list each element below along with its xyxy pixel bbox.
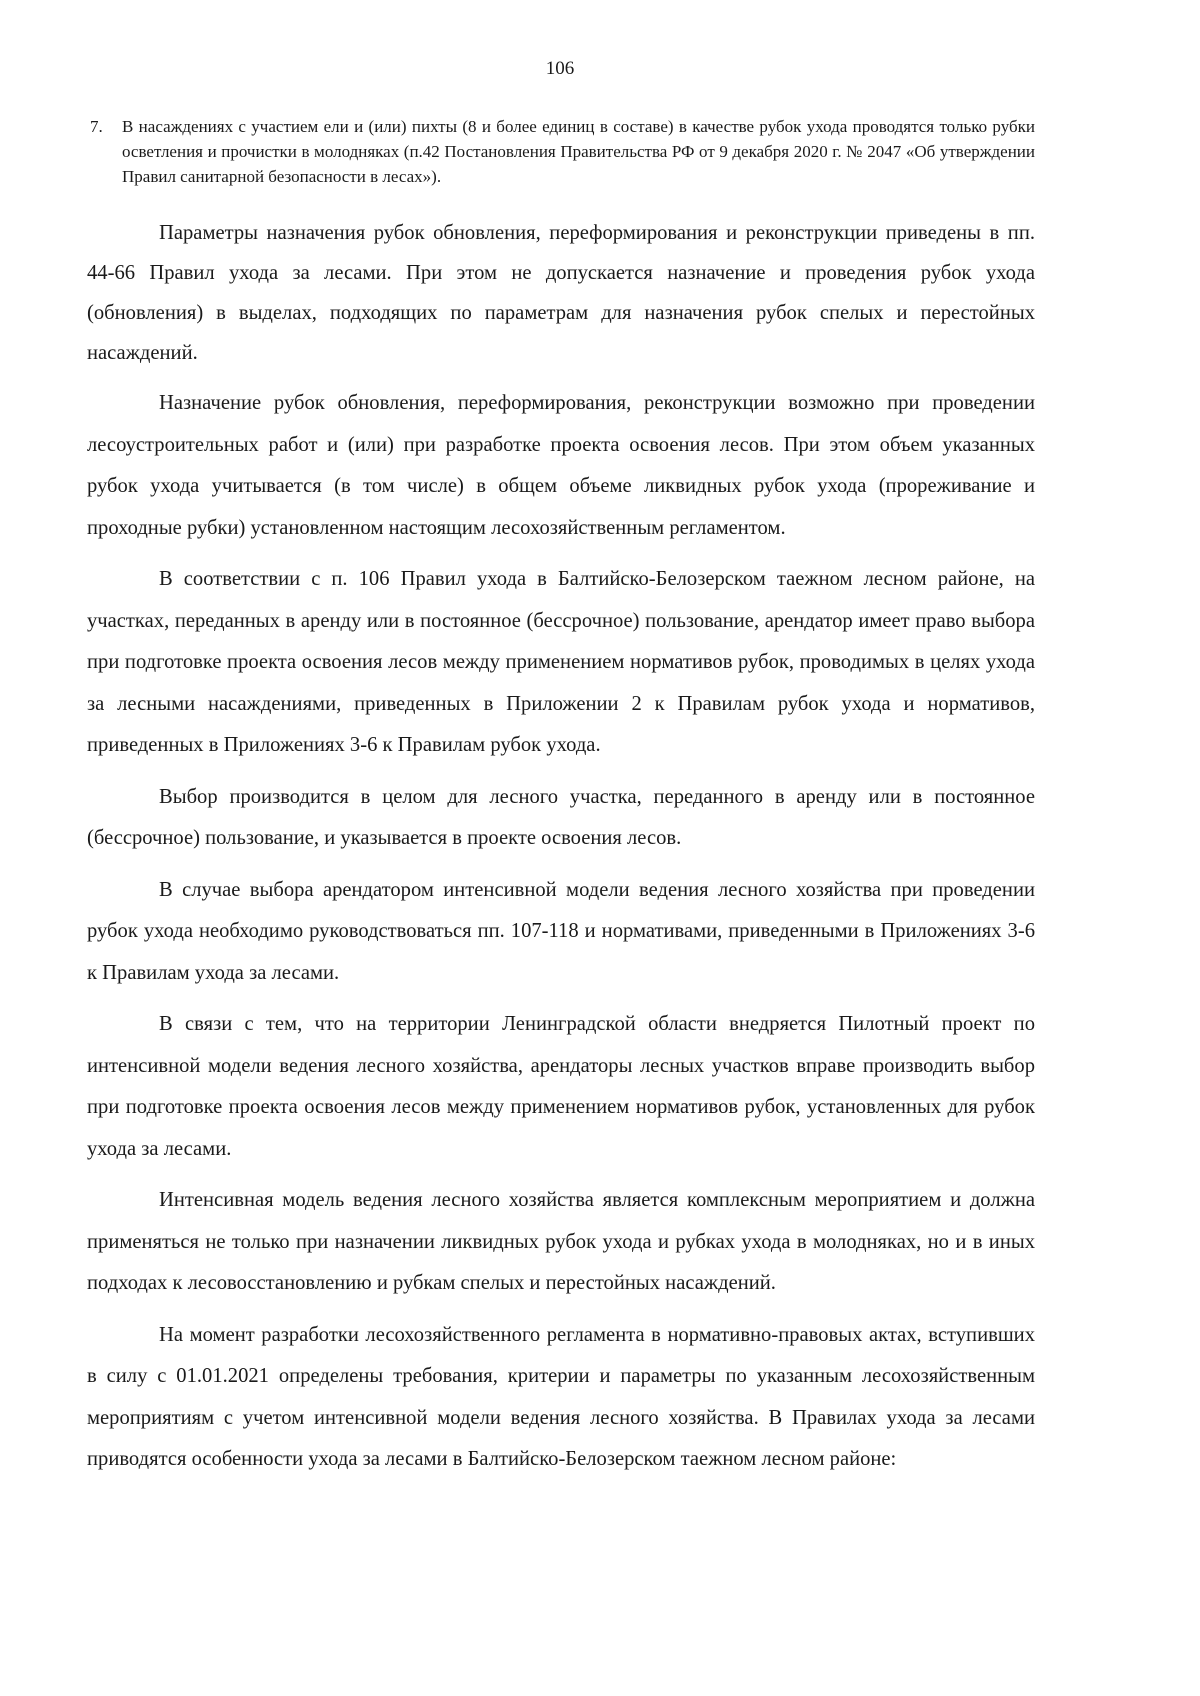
page-number: 106 [545, 58, 575, 79]
paragraph: Назначение рубок обновления, переформирования, реконструкции возможно при проведении лесоустроительных работ и (или) при разработке проекта освоения лесов. При этом объем указанных рубок ухода учитывается (в том числе) в общем объеме ликвидных рубок ухода (прореживание и проходные рубки) установленном настоящим лесохозяйственным регламентом. [87, 392, 1035, 539]
body-text [87, 213, 1035, 1491]
paragraph: В связи с тем, что на территории Ленинградской области внедряется Пилотный проект по интенсивной модели ведения лесного хозяйства, арендаторы лесных участков вправе производить выбор при подготовке проекта освоения лесов между применением нормативов рубок, установленных для рубок ухода за лесами. [87, 1013, 1035, 1160]
footnote-marker: 7. [90, 117, 103, 136]
paragraph: В соответствии с п. 106 Правил ухода в Балтийско-Белозерском таежном лесном районе, на участках, переданных в аренду или в постоянное (бессрочное) пользование, арендатор имеет право выбора при подготовке проекта освоения лесов между применением нормативов рубок, проводимых в целях ухода за лесными насаждениями, приведенных в Приложении 2 к Правилам рубок ухода и нормативов, приведенных в Приложениях 3-6 к Правилам рубок ухода. [87, 568, 1035, 756]
footnote-text: В насаждениях с участием ели и (или) пихты (8 и более единиц в составе) в качестве рубок ухода проводятся только рубки осветления и прочистки в молодняках (п.42 Постановления Правительства РФ от 9 декабря 2020 г. № 2047 «Об утверждении Правил санитарной безопасности в лесах»). [122, 117, 1035, 186]
footnote [90, 114, 1035, 189]
paragraph: Выбор производится в целом для лесного участка, переданного в аренду или в постоянное (бессрочное) пользование, и указывается в проекте освоения лесов. [87, 785, 1035, 849]
paragraph: Параметры назначения рубок обновления, переформирования и реконструкции приведены в пп. 44-66 Правил ухода за лесами. При этом не допускается назначение и проведения рубок ухода (обновления) в выделах, подходящих по параметрам для назначения рубок спелых и перестойных насаждений. [87, 222, 1035, 364]
paragraph: В случае выбора арендатором интенсивной модели ведения лесного хозяйства при проведении рубок ухода необходимо руководствоваться пп. 107-118 и нормативами, приведенными в Приложениях 3-6 к Правилам ухода за лесами. [87, 878, 1035, 984]
paragraph: На момент разработки лесохозяйственного регламента в нормативно-правовых актах, вступивших в силу с 01.01.2021 определены требования, критерии и параметры по указанным лесохозяйственным мероприятиям с учетом интенсивной модели ведения лесного хозяйства. В Правилах ухода за лесами приводятся особенности ухода за лесами в Балтийско-Белозерском таежном лесном районе: [87, 1323, 1035, 1470]
paragraph: Интенсивная модель ведения лесного хозяйства является комплексным мероприятием и должна применяться не только при назначении ликвидных рубок ухода и рубках ухода в молодняках, но и в иных подходах к лесовосстановлению и рубкам спелых и перестойных насаждений. [87, 1189, 1035, 1294]
